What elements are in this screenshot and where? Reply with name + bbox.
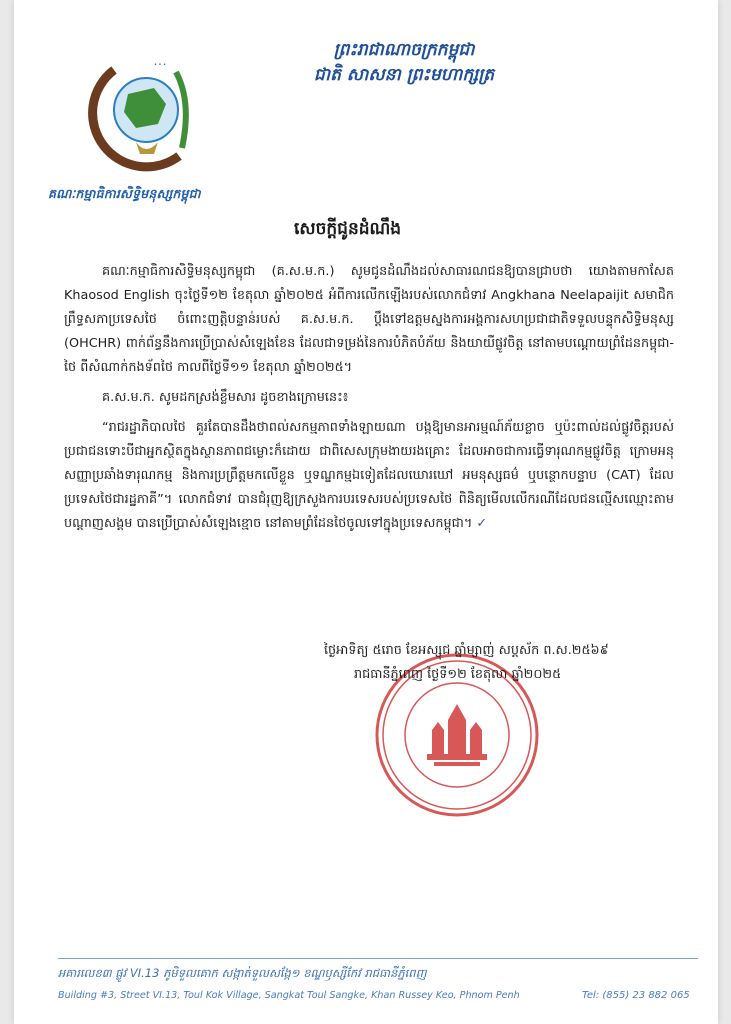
date-lunar: ថ្ងៃអាទិត្យ ៥រោច ខែអស្សុជ ឆ្នាំម្សាញ់ សប្តស័ក ព.ស.២៥៦៩ <box>324 643 609 658</box>
letter-page <box>14 0 718 1024</box>
footer-address-english: Building #3, Street VI.13, Toul Kok Village, Sangkat Toul Sangke, Khan Russey Keo, Phnom Penh <box>58 990 520 1001</box>
svg-text:• • •: • • • <box>154 62 167 68</box>
national-motto: ជាតិ សាសនា ព្រះមហាក្សត្រ <box>313 65 495 85</box>
footer-divider <box>58 958 698 959</box>
date-solar: រាជធានីភ្នំពេញ ថ្ងៃទី១២ ខែតុលា ឆ្នាំ២០២៥ <box>354 667 562 682</box>
body-paragraph-1: គណៈកម្មាធិការសិទ្ធិមនុស្សកម្ពុជា (គ.ស.ម.ក.) សូមជូនដំណឹងដល់សាធារណជនឱ្យបានជ្រាបថា យោងតាមកាសែត Khaosod English ចុះថ្ងៃទី១២ ខែតុលា ឆ្នាំ២០២៥ អំពីការលើកឡើងរបស់លោកជំទាវ Angkhana Neelapaijit សមាជិកព្រឹទ្ធសភាប្រទេសថៃ ចំពោះញត្តិបន្ទាន់របស់ គ.ស.ម.ក. ប្ដឹងទៅឧត្តមស្នងការអង្គការសហប្រជាជាតិទទួលបន្ទុកសិទ្ធិមនុស្ស (OHCHR) ពាក់ព័ន្ធនឹងការប្រើប្រាស់សំឡេងខែន ដែលជាទម្រង់នៃការបំភិតបំភ័យ និងយាយីផ្លូវចិត្ត នៅតាមបណ្ដោយព្រំដែនកម្ពុជា-ថៃ ពីសំណាក់កងទ័ពថៃ កាលពីថ្ងៃទី១១ ខែតុលា ឆ្នាំ២០២៥។ <box>64 264 674 375</box>
document-body <box>64 260 674 536</box>
checkmark-icon: ✓ <box>476 516 488 531</box>
kingdom-header <box>244 38 564 88</box>
organization-logo <box>84 52 204 172</box>
footer-phone: Tel: (855) 23 882 065 <box>582 990 690 1001</box>
body-paragraph-2: គ.ស.ម.ក. សូមដកស្រង់ខ្លឹមសារ ដូចខាងក្រោមនេះ៖ <box>102 390 349 405</box>
organization-name: គណៈកម្មាធិការសិទ្ធិមនុស្សកម្ពុជា <box>48 186 201 201</box>
kingdom-title: ព្រះរាជាណាចក្រកម្ពុជា <box>333 40 475 60</box>
footer-address-khmer: អគារលេខ៣ ផ្លូវ VI.13 ភូមិទួលគោក សង្កាត់ទួលសង្កែ១ ខណ្ឌឫស្សីកែវ រាជធានីភ្នំពេញ <box>58 966 427 980</box>
body-paragraph-3 <box>64 416 674 536</box>
document-title: សេចក្ដីជូនដំណឹង <box>294 219 402 239</box>
quote-text: “រាជរដ្ឋាភិបាលថៃ គួរតែបានដឹងថាពល់សកម្មភាពទាំងឡាយណា បង្កឱ្យមានអារម្មណ៍ភ័យខ្លាច ឬប៉ះពាល់ដល់ផ្លូវចិត្តរបស់ប្រជាជនទោះបីជាអ្នកស្ថិតក្នុងស្ថានភាពជម្លោះក៏ដោយ ជាពិសេសក្រុមងាយរងគ្រោះ ដែលអាចជាការធ្វើទារុណកម្មផ្លូវចិត្ត ក្រោមអនុសញ្ញាប្រឆាំងទារុណកម្ម និងការប្រព្រឹត្តមកលើខ្លួន ឬទណ្ឌកម្មឯទៀតដែលឃោរឃៅ អមនុស្សធម៌ ឬបន្ថោកបន្ទាប (CAT) ដែលប្រទេសថៃជារដ្ឋភាគី”។ លោកជំទាវ បានជំរុញឱ្យក្រសួងការបរទេសរបស់ប្រទេសថៃ ពិនិត្យមើលលើករណីដែលជនល្មើសឈ្មោះតាមបណ្ដាញសង្គម បានប្រើប្រាស់សំឡេងខ្មោច នៅតាមព្រំដែនថៃចូលទៅក្នុងប្រទេសកម្ពុជា។ <box>64 420 674 531</box>
